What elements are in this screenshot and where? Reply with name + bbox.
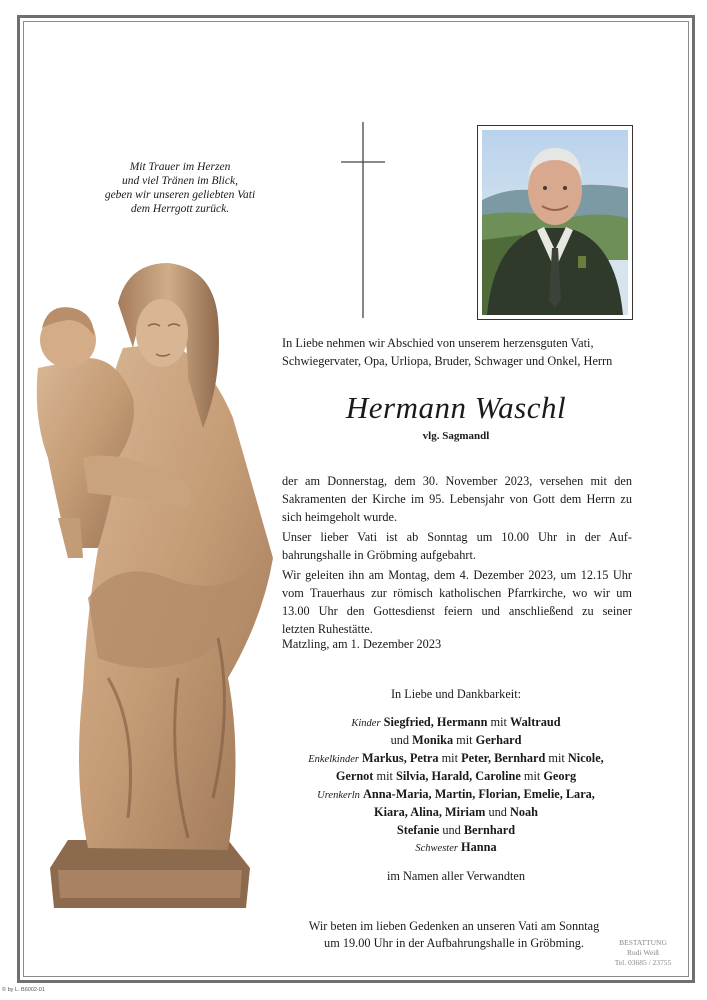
funeral-paragraph [282,566,632,638]
death-notice-paragraph [282,472,632,526]
mourner-names: Noah [509,805,538,819]
mourner-names: Stefanie [396,822,440,837]
sister-line [282,839,630,858]
prayer-notice [270,918,638,952]
connector-word: mit [490,714,507,729]
paragraph-line: Unser lieber Vati ist ab Sonntag um 10.00 Uhr in der Auf- [282,530,632,544]
quote-line: geben wir unseren geliebten Vati [104,189,256,201]
cross-icon [341,122,385,318]
connector-word: mit [441,750,459,765]
grandchildren-line [282,768,630,786]
quote-line: und viel Tränen im Blick, [122,175,238,187]
closing-line: im Namen aller Verwandten [386,868,526,883]
vulgo-name: vlg. Sagmandl [422,430,490,442]
mourner-names: Anna-Maria, Martin, Florian, Emelie, Lara, [362,786,595,801]
connector-word: und [390,733,410,747]
children-line [282,732,630,750]
mourner-names: Hanna [461,840,497,854]
madonna-statue-image [28,258,278,914]
connector-word: mit [376,769,393,783]
intro-text [282,334,630,370]
mourner-names: Nicole, [567,750,604,765]
mourner-names: Kiara, Alina, Miriam [374,805,486,819]
undertaker-line: Tel. 03685 / 23755 [614,958,672,967]
great-grandchildren-line [282,786,630,805]
grandchildren-line [282,750,630,769]
quote-line: Mit Trauer im Herzen [129,161,231,173]
mourners-heading: In Liebe und Dankbarkeit: [390,687,522,701]
mourner-names: Gerhard [475,733,522,747]
mourner-names: Siegfried, Hermann [383,714,488,729]
place-and-date: Matzling, am 1. Dezember 2023 [282,637,442,651]
paragraph-line: Sakramenten der Kirche im 95. Lebensjahr von Gott dem Herrn zu [282,492,632,506]
mourner-names: Markus, Petra [362,750,439,765]
relation-label: Urenkerln [317,789,360,801]
mourning-quote [90,160,270,216]
prayer-line: um 19.00 Uhr in der Aufbahrungshalle in Gröbming. [324,936,584,950]
mourners-list [282,686,630,885]
print-code: © by L. B6002-01 [2,987,45,993]
mourner-names: Waltraud [510,714,561,729]
relation-label: Schwester [415,843,458,854]
prayer-line: Wir beten im lieben Gedenken an unseren Vati am Sonntag [308,919,600,933]
children-line [282,714,630,733]
deceased-name: Hermann Waschl [345,390,567,425]
paragraph-line: Wir geleiten ihn am Montag, dem 4. Dezember 2023, um 12.15 Uhr [282,568,632,582]
connector-word: mit [548,750,565,765]
mourner-names: Gernot [335,769,374,783]
paragraph-line: sich heimgeholt wurde. [282,510,398,524]
viewing-paragraph [282,528,632,564]
paragraph-line: bahrungshalle in Gröbming aufgebahrt. [282,548,476,562]
mourner-names: Georg [543,769,577,783]
intro-line: In Liebe nehmen wir Abschied von unserem herzensguten Vati, [282,336,594,350]
undertaker-stamp [608,938,678,968]
paragraph-line: letzten Ruhestätte. [282,622,373,636]
mourner-names: Monika [412,733,454,747]
undertaker-line: BESTATTUNG [619,938,667,947]
portrait-photo [477,125,633,320]
mourner-names: Peter, Bernhard [461,750,546,765]
mourner-names: Silvia, Harald, Caroline [395,769,521,783]
paragraph-line: 13.00 Uhr den Gottesdienst feiern und anschließend zu seiner [282,604,632,618]
paragraph-line: der am Donnerstag, dem 30. November 2023, versehen mit den [282,474,632,488]
great-grandchildren-line [282,804,630,822]
connector-word: mit [456,733,473,747]
relation-label: Kinder [351,717,381,729]
connector-word: und [442,822,461,837]
intro-line: Schwiegervater, Opa, Urliopa, Bruder, Schwager und Onkel, Herrn [282,354,613,368]
undertaker-line: Rudi Weiß [627,948,659,957]
paragraph-line: vom Trauerhaus zur römisch katholischen Pfarrkirche, wo wir um [282,586,632,600]
connector-word: und [488,805,507,819]
mourner-names: Bernhard [463,822,516,837]
connector-word: mit [523,769,541,783]
quote-line: dem Herrgott zurück. [130,203,230,215]
relation-label: Enkelkinder [308,753,359,765]
great-grandchildren-line [282,822,630,840]
